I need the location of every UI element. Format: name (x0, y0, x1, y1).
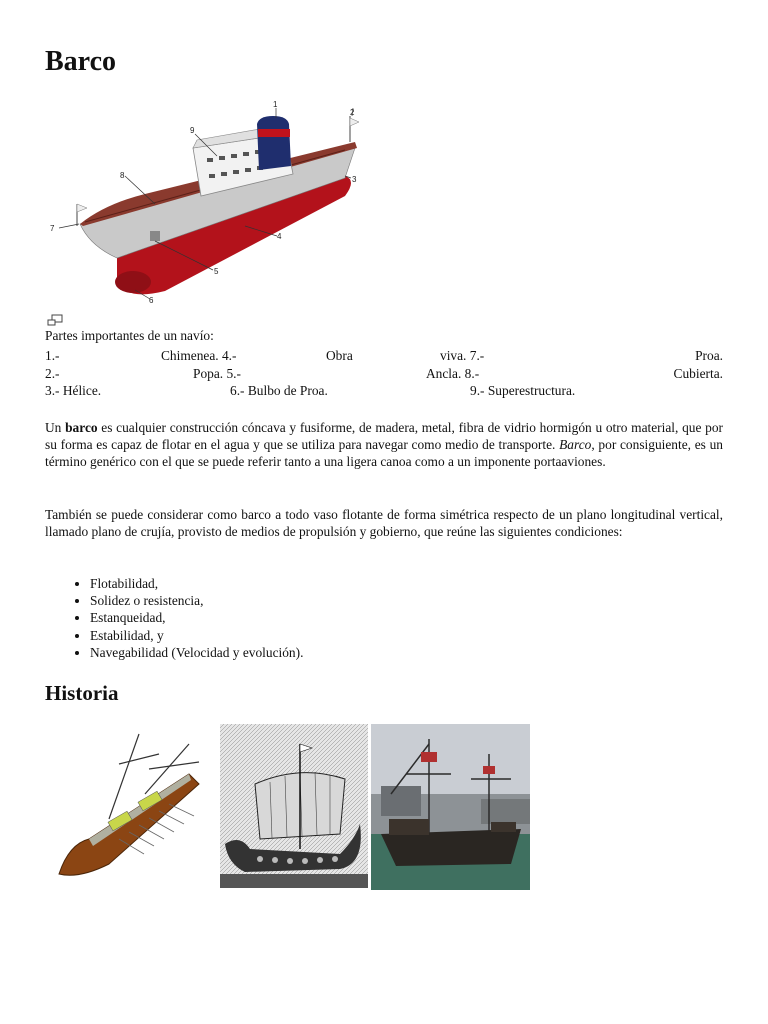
caption-row-1 (45, 347, 723, 364)
caravel-photo[interactable] (371, 724, 530, 890)
list-item: • Estabilidad, y (90, 627, 303, 644)
caption-cell: Cubierta. (673, 366, 723, 381)
caption-cell: Ancla. 8.- (426, 366, 480, 381)
ship-diagram (45, 96, 375, 310)
callout-2: 2 (350, 108, 355, 117)
callout-4: 4 (277, 232, 282, 241)
viking-ship-engraving[interactable] (220, 724, 368, 888)
caption-row-2 (45, 365, 723, 382)
callout-7: 7 (50, 224, 55, 233)
term-barco-italic: Barco (559, 437, 592, 452)
conditions-list (45, 575, 303, 661)
list-item: • Navegabilidad (Velocidad y evolución). (90, 644, 303, 661)
caption-cell: 9.- Superestructura. (470, 383, 576, 398)
bulbous-bow (115, 271, 151, 293)
caption-cell: Obra (326, 348, 353, 363)
caption-heading: Partes importantes de un navío: (45, 328, 214, 343)
list-item: • Estanqueidad, (90, 609, 303, 626)
callout-9: 9 (190, 126, 195, 135)
caption-cell: 3.- Hélice. (45, 383, 102, 398)
section-heading-historia: Historia (45, 681, 119, 705)
caption-cell: Chimenea. 4.- (161, 348, 237, 363)
magnify-icon[interactable] (47, 314, 63, 326)
intro-paragraph: Un barco es cualquier construcción cóncava y fusiforme, de madera, metal, fibra de vidrio hormigón u otro material, que por su forma es capaz de flotar en el agua y que se utiliza para navegar como medio de transporte. Barco, por consiguiente, es un término genérico con el que se puede referir tanto a una ligera canoa como a un imponente portaaviones. (45, 420, 723, 469)
caption-cell: viva. 7.- (440, 348, 485, 363)
callout-8: 8 (120, 171, 125, 180)
callout-3: 3 (352, 175, 357, 184)
funnel (257, 116, 291, 170)
callout-1: 1 (273, 100, 278, 109)
trireme-image[interactable] (49, 724, 209, 884)
conditions-intro: También se puede considerar como barco a todo vaso flotante de forma simétrica respecto de un plano longitudinal vertical, llamado plano de crujía, provisto de medios de propulsión y gobierno, que reúne las siguientes condiciones: (45, 507, 723, 539)
caption-cell: Popa. 5.- (193, 366, 241, 381)
list-item: • Solidez o resistencia, (90, 592, 303, 609)
page-title: Barco (45, 46, 117, 77)
callout-5: 5 (214, 267, 219, 276)
caption-cell: Proa. (695, 348, 723, 363)
callout-6: 6 (149, 296, 154, 305)
caption-row-3 (45, 382, 723, 399)
term-barco: barco (65, 420, 98, 435)
caption-cell: 2.- (45, 366, 60, 381)
caption-cell: 1.- (45, 348, 60, 363)
caption-cell: 6.- Bulbo de Proa. (230, 383, 328, 398)
list-item: • Flotabilidad, (90, 575, 303, 592)
